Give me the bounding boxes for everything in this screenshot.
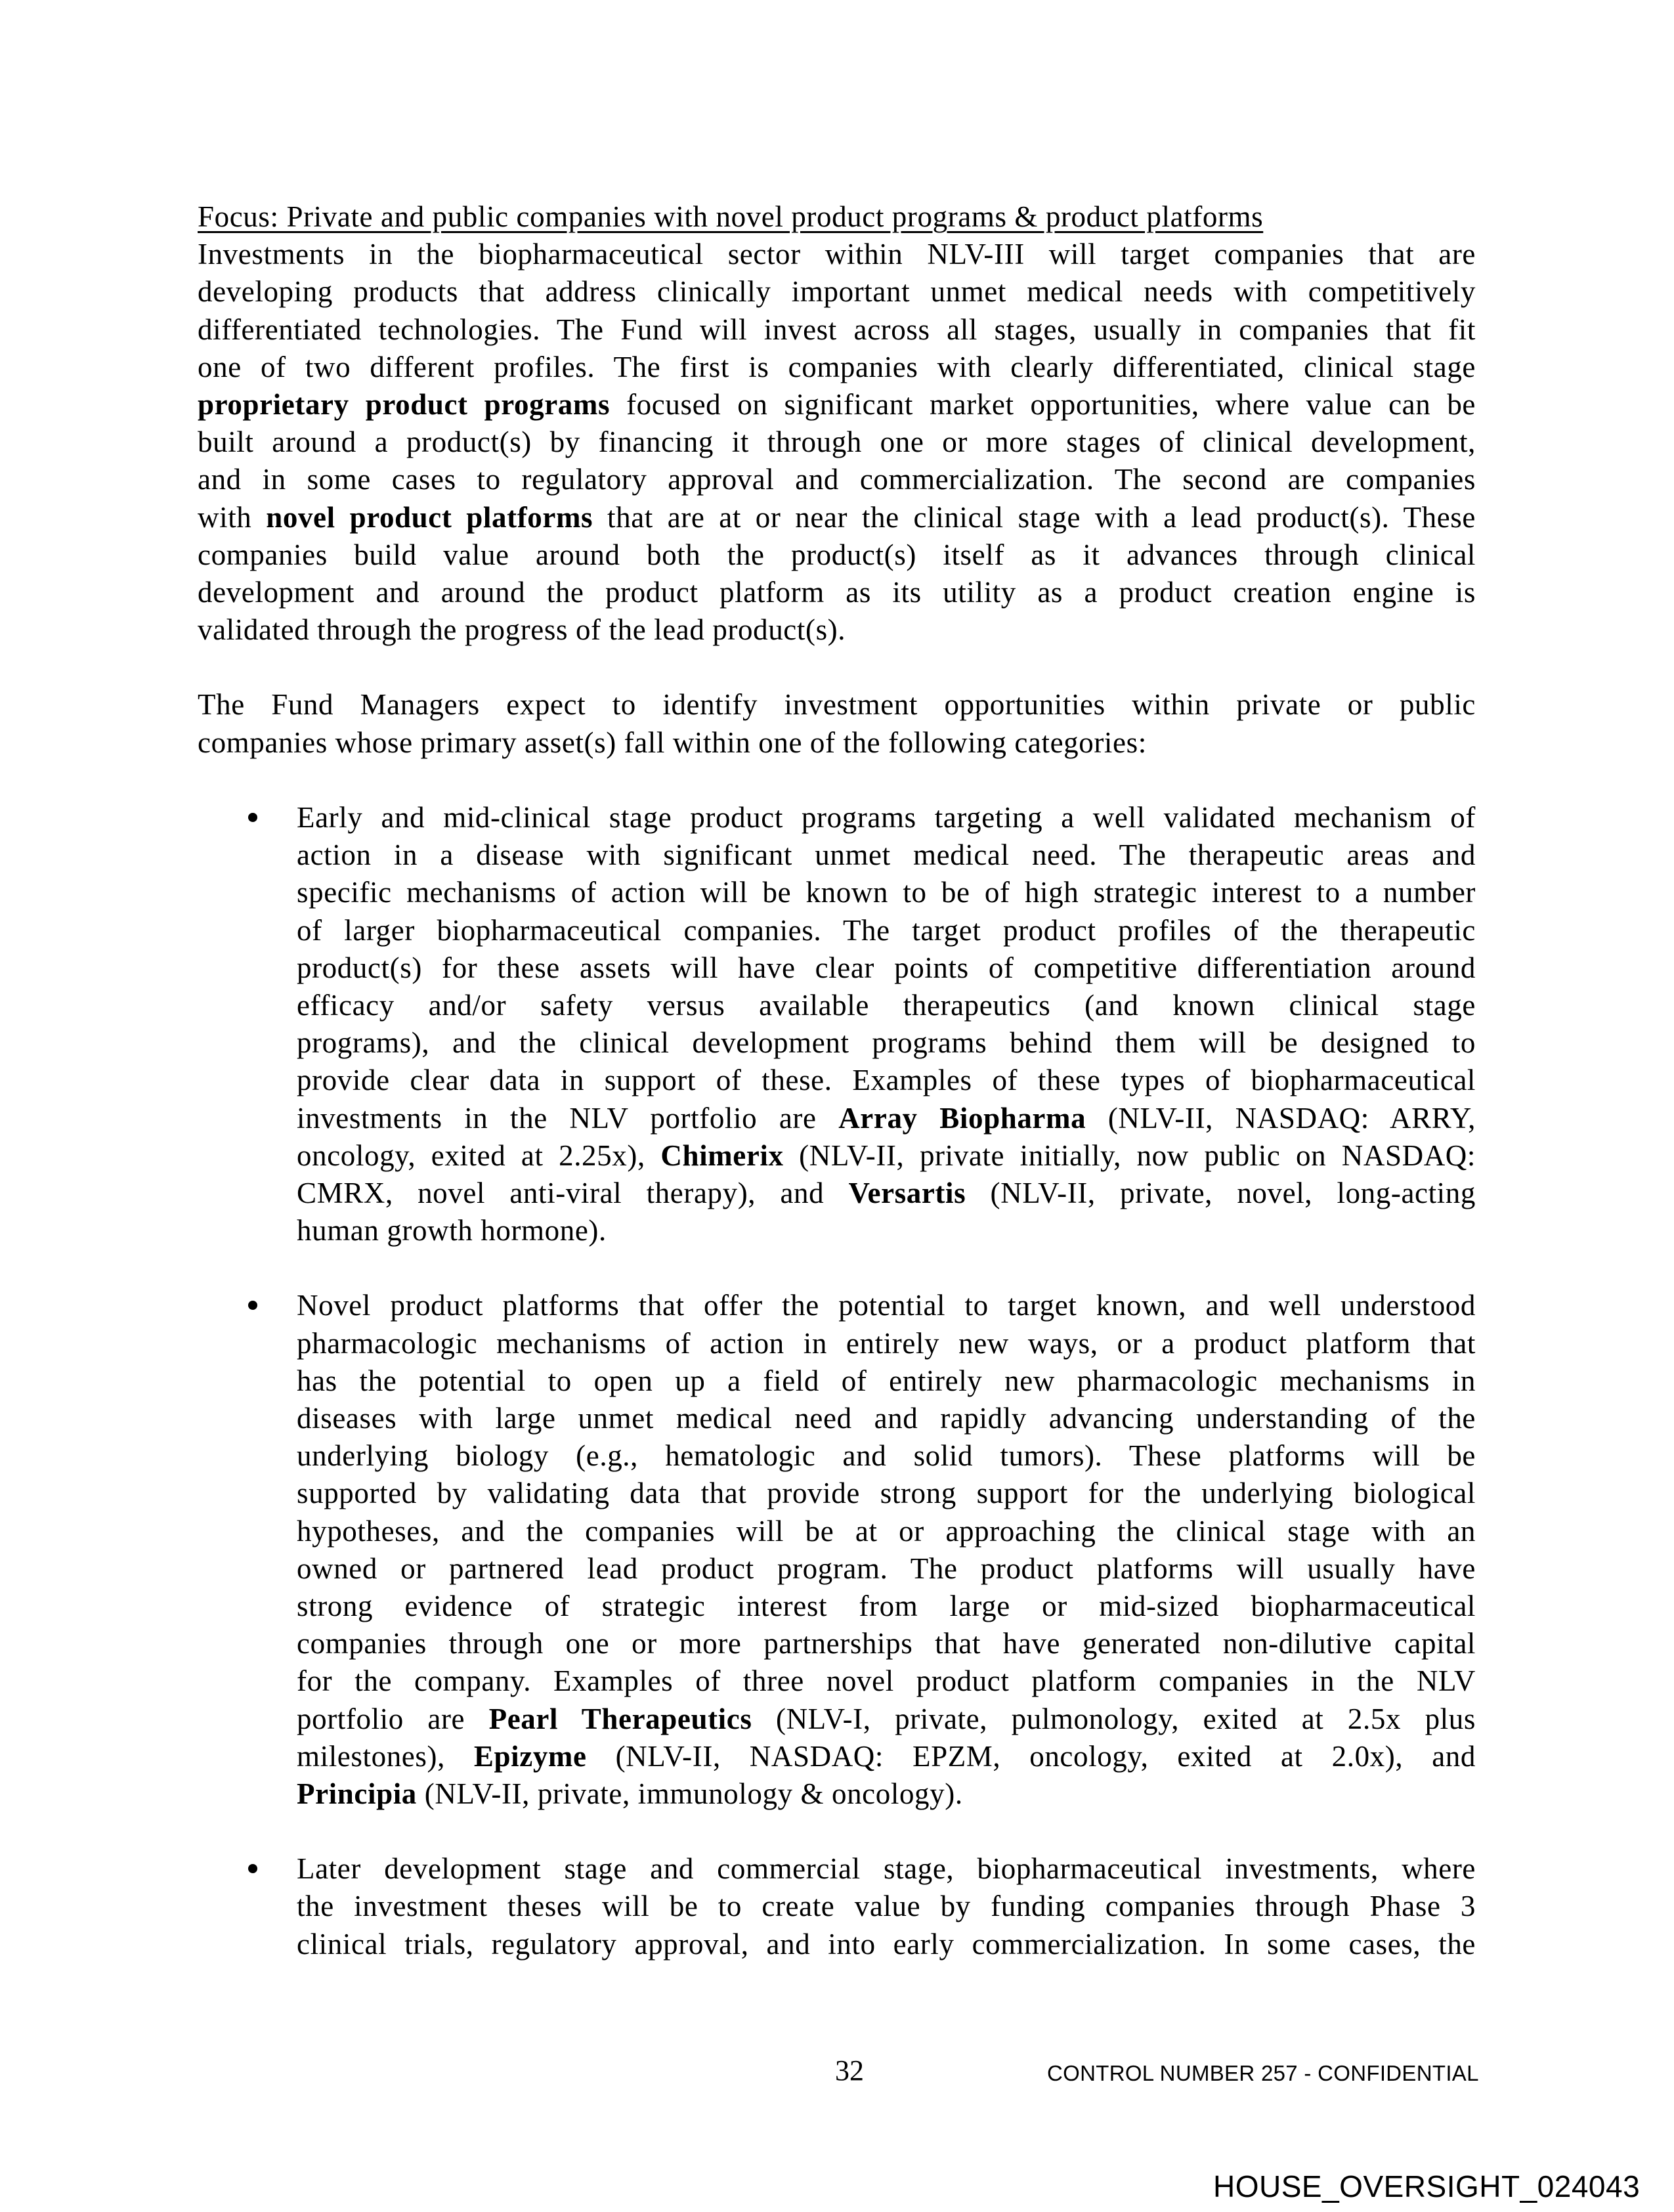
- text-line: [297, 1062, 1476, 1099]
- text-line: [198, 724, 1476, 762]
- text-run: validated through the progress of the lead product(s).: [198, 613, 846, 647]
- text-line: [297, 1437, 1476, 1475]
- text-run: companies build value around both the product(s) itself as it advances through clinical: [198, 538, 1476, 571]
- text-run: companies whose primary asset(s) fall within one of the following categories:: [198, 726, 1147, 759]
- text-run: (NLV-II, NASDAQ: EPZM, oncology, exited at 2.0x), and: [586, 1739, 1476, 1773]
- text-run: (NLV-II, private initially, now public on NASDAQ:: [783, 1139, 1476, 1172]
- text-line: [198, 349, 1476, 386]
- text-run: owned or partnered lead product program. The product platforms will usually have: [297, 1551, 1476, 1585]
- text-line: [297, 1888, 1476, 1925]
- text-run: strong evidence of strategic interest from large or mid-sized biopharmaceutical: [297, 1589, 1476, 1622]
- text-run: of larger biopharmaceutical companies. The target product profiles of the therapeutic: [297, 913, 1476, 947]
- bullet-dot-icon: [248, 813, 257, 822]
- intro-paragraph: [198, 236, 1476, 649]
- text-run: focused on significant market opportunities, where value can be: [610, 387, 1476, 421]
- text-line: [297, 1137, 1476, 1175]
- fund-managers-paragraph: [198, 686, 1476, 761]
- company-name-bold: Chimerix: [660, 1139, 784, 1172]
- text-line: [198, 273, 1476, 311]
- company-name-bold: Pearl Therapeutics: [488, 1702, 752, 1735]
- text-line: [297, 1400, 1476, 1437]
- text-run: (NLV-I, private, pulmonology, exited at 2.5x plus: [752, 1702, 1476, 1735]
- company-name-bold: Epizyme: [473, 1739, 587, 1773]
- text-run: CMRX, novel anti-viral therapy), and: [297, 1176, 849, 1209]
- text-run: with: [198, 500, 267, 534]
- text-run: the investment theses will be to create value by funding companies through Phase 3: [297, 1890, 1476, 1923]
- text-line: [297, 1024, 1476, 1062]
- text-line: [297, 1475, 1476, 1512]
- text-run: milestones),: [297, 1739, 474, 1773]
- text-run: Investments in the biopharmaceutical sector within NLV-III will target companies that are: [198, 238, 1476, 271]
- text-run: clinical trials, regulatory approval, and into early commercialization. In some cases, the: [297, 1927, 1476, 1961]
- text-line: [297, 949, 1476, 987]
- text-line: [297, 1550, 1476, 1588]
- text-run: product(s) for these assets will have clear points of competitive differentiation around: [297, 951, 1476, 984]
- text-run: The Fund Managers expect to identify investment opportunities within private or public: [198, 688, 1476, 722]
- text-run: efficacy and/or safety versus available therapeutics (and known clinical stage: [297, 988, 1476, 1022]
- text-run: Novel product platforms that offer the potential to target known, and well understood: [297, 1289, 1476, 1322]
- text-line: [198, 423, 1476, 461]
- text-line: [297, 1850, 1476, 1888]
- text-line: [198, 461, 1476, 498]
- text-line: [198, 311, 1476, 349]
- text-run: programs), and the clinical development programs behind them will be designed to: [297, 1026, 1476, 1060]
- paragraph-spacer: [198, 649, 1476, 686]
- text-line: [297, 1738, 1476, 1775]
- text-run: action in a disease with significant unmet medical need. The therapeutic areas and: [297, 838, 1476, 872]
- document-body: [198, 198, 1476, 1963]
- bates-number: HOUSE_OVERSIGHT_024043: [1213, 2169, 1641, 2203]
- text-run: that are at or near the clinical stage with a lead product(s). These: [593, 500, 1476, 534]
- text-run: (NLV-II, private, immunology & oncology).: [416, 1777, 963, 1810]
- text-line: [297, 1100, 1476, 1137]
- text-run: development and around the product platform as its utility as a product creation engine is: [198, 575, 1476, 609]
- text-run: and in some cases to regulatory approval and commercialization. The second are companies: [198, 463, 1476, 496]
- paragraph-spacer: [198, 1813, 1476, 1850]
- text-line: [297, 912, 1476, 949]
- bullet-text: [297, 799, 1476, 1249]
- text-run: provide clear data in support of these. Examples of these types of biopharmaceutical: [297, 1064, 1476, 1097]
- text-run: companies through one or more partnerships that have generated non-dilutive capital: [297, 1627, 1476, 1660]
- text-line: [297, 1175, 1476, 1212]
- text-run: differentiated technologies. The Fund will invest across all stages, usually in companies that fit: [198, 313, 1476, 346]
- text-run: diseases with large unmet medical need and rapidly advancing understanding of the: [297, 1402, 1476, 1435]
- text-run: supported by validating data that provide strong support for the underlying biological: [297, 1477, 1476, 1510]
- text-run: investments in the NLV portfolio are: [297, 1101, 839, 1135]
- text-line: [297, 1325, 1476, 1362]
- page-number: 32: [835, 2054, 864, 2087]
- bullet-text: [297, 1287, 1476, 1813]
- text-run: built around a product(s) by financing it through one or more stages of clinical development,: [198, 425, 1476, 459]
- text-run: hypotheses, and the companies will be at or approaching the clinical stage with an: [297, 1514, 1476, 1548]
- control-number-label: CONTROL NUMBER 257 - CONFIDENTIAL: [1047, 2061, 1479, 2085]
- company-name-bold: Principia: [297, 1777, 417, 1810]
- text-run: Early and mid-clinical stage product programs targeting a well validated mechanism of: [297, 801, 1476, 834]
- text-line: [297, 874, 1476, 911]
- company-name-bold: Versartis: [848, 1176, 966, 1209]
- bullet-dot-icon: [248, 1864, 257, 1873]
- text-line: [297, 799, 1476, 836]
- paragraph-spacer: [198, 762, 1476, 799]
- text-run: (NLV-II, NASDAQ: ARRY,: [1086, 1101, 1476, 1135]
- paragraph-spacer: [198, 1249, 1476, 1287]
- text-run: underlying biology (e.g., hematologic and solid tumors). These platforms will be: [297, 1439, 1476, 1473]
- text-line: [297, 1701, 1476, 1738]
- company-name-bold: novel product platforms: [266, 500, 593, 534]
- text-run: has the potential to open up a field of entirely new pharmacologic mechanisms in: [297, 1364, 1476, 1397]
- section-heading: Focus: Private and public companies with novel product programs & product platforms: [198, 200, 1264, 233]
- text-line: [297, 1287, 1476, 1324]
- text-line: [297, 1362, 1476, 1400]
- text-run: human growth hormone).: [297, 1214, 607, 1247]
- text-line: [297, 1513, 1476, 1550]
- text-line: [297, 1775, 1476, 1813]
- bullet-item-novel-platforms: [198, 1287, 1476, 1813]
- text-run: pharmacologic mechanisms of action in entirely new ways, or a product platform that: [297, 1326, 1476, 1360]
- text-line: [297, 987, 1476, 1024]
- text-line: [198, 574, 1476, 611]
- text-run: Later development stage and commercial stage, biopharmaceutical investments, where: [297, 1852, 1476, 1886]
- text-line: [198, 611, 1476, 649]
- text-run: developing products that address clinically important unmet medical needs with competitively: [198, 275, 1476, 309]
- bullet-item-early-mid-clinical: [198, 799, 1476, 1249]
- bullet-item-later-stage: [198, 1850, 1476, 1963]
- text-run: oncology, exited at 2.25x),: [297, 1139, 661, 1172]
- text-line: [297, 1662, 1476, 1700]
- text-line: [198, 536, 1476, 574]
- bullet-text: [297, 1850, 1476, 1963]
- text-line: [198, 386, 1476, 423]
- text-line: [297, 1625, 1476, 1662]
- text-line: [297, 1212, 1476, 1249]
- text-line: [297, 1926, 1476, 1963]
- text-line: [198, 499, 1476, 536]
- text-line: [297, 836, 1476, 874]
- company-name-bold: proprietary product programs: [198, 387, 611, 421]
- bullet-dot-icon: [248, 1301, 257, 1310]
- text-line: [297, 1588, 1476, 1625]
- text-line: [198, 686, 1476, 724]
- text-run: portfolio are: [297, 1702, 489, 1735]
- company-name-bold: Array Biopharma: [838, 1101, 1086, 1135]
- text-run: (NLV-II, private, novel, long-acting: [966, 1176, 1476, 1209]
- text-run: for the company. Examples of three novel product platform companies in the NLV: [297, 1664, 1476, 1698]
- text-run: specific mechanisms of action will be known to be of high strategic interest to a number: [297, 876, 1476, 909]
- text-run: one of two different profiles. The first is companies with clearly differentiated, clinical stage: [198, 350, 1476, 383]
- text-line: [198, 236, 1476, 273]
